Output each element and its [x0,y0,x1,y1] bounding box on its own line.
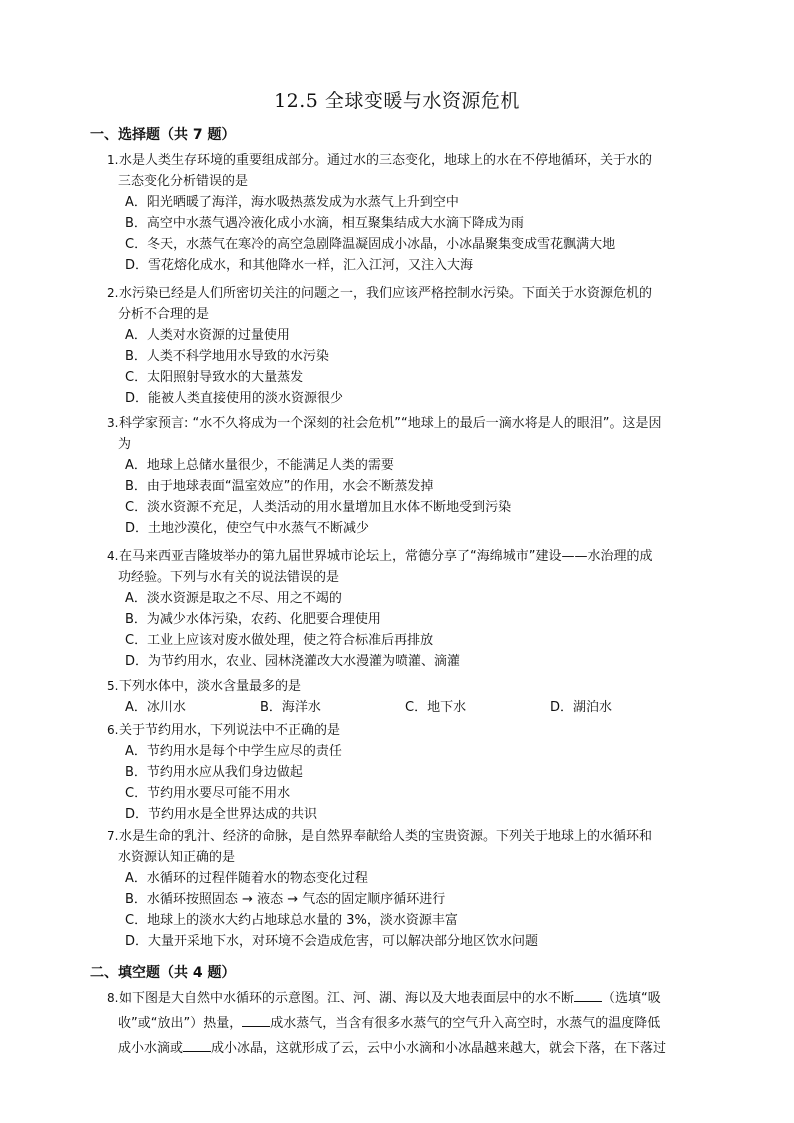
fill-text-line2: 收”或“放出”）热量， [118,1016,243,1031]
question-stem: 在马来西亚吉隆坡举办的第九届世界城市论坛上，常德分享了“海绵城市”建设——水治理的成 [119,549,653,564]
option-c: C．太阳照射导致水的大量蒸发 [125,370,304,385]
option-b: B．由于地球表面“温室效应”的作用，水会不断蒸发掉 [125,479,434,494]
option-a: A．冰川水 [125,700,186,715]
option-a: A．地球上总储水量很少，不能满足人类的需要 [125,458,394,473]
fill-text-line3: 成小水滴或 [118,1041,184,1056]
option-a: A．水循环的过程伴随着水的物态变化过程 [125,871,368,886]
question-2 [107,283,707,409]
option-d: D．湖泊水 [550,700,613,715]
question-stem-continued: 功经验。下列与水有关的说法错误的是 [118,570,340,585]
question-number: 8. [107,991,119,1005]
answer-blank[interactable] [242,1013,270,1027]
question-stem: 关于节约用水，下列说法中不正确的是 [119,723,341,738]
question-stem-continued: 三态变化分析错误的是 [118,174,249,189]
fill-text-line1-end: （选填“吸 [602,991,661,1006]
option-c: C．地球上的淡水大约占地球总水量的 3%，淡水资源丰富 [125,913,458,928]
option-a: A．阳光晒暖了海洋，海水吸热蒸发成为水蒸气上升到空中 [125,195,459,210]
question-stem: 水是人类生存环境的重要组成部分。通过水的三态变化，地球上的水在不停地循环，关于水的 [119,153,653,168]
option-c: C．淡水资源不充足，人类活动的用水量增加且水体不断地受到污染 [125,500,512,515]
page-title: 12.5 全球变暖与水资源危机 [274,90,520,112]
option-a: A．人类对水资源的过量使用 [125,328,290,343]
option-b: B．高空中水蒸气遇冷液化成小水滴，相互聚集结成大水滴下降成为雨 [125,216,524,231]
fill-text-line1: 如下图是大自然中水循环的示意图。江、河、湖、海以及大地表面层中的水不断 [119,991,575,1006]
fill-text-line3-end: 成小冰晶，这就形成了云，云中小水滴和小冰晶越来越大，就会下落，在下落过 [211,1041,667,1056]
option-c: C．工业上应该对废水做处理，使之符合标准后再排放 [125,633,434,648]
question-number: 1. [107,153,119,167]
question-stem-continued: 为 [118,437,132,452]
option-c: C．地下水 [405,700,467,715]
answer-blank[interactable] [574,988,602,1002]
option-c: C．节约用水要尽可能不用水 [125,786,291,801]
option-a: A．节约用水是每个中学生应尽的责任 [125,744,342,759]
question-number: 3. [107,416,119,430]
option-b: B．为减少水体污染，农药、化肥要合理使用 [125,612,381,627]
option-b: B．节约用水应从我们身边做起 [125,765,303,780]
question-number: 5. [107,679,119,693]
question-5 [107,676,707,718]
option-b: B．人类不科学地用水导致的水污染 [125,349,329,364]
option-a: A．淡水资源是取之不尽、用之不竭的 [125,591,342,606]
answer-blank[interactable] [183,1038,211,1052]
question-number: 4. [107,549,119,563]
fill-text-line2-end: 成水蒸气，当含有很多水蒸气的空气升入高空时，水蒸气的温度降低 [270,1016,661,1031]
question-stem-continued: 分析不合理的是 [118,307,210,322]
question-number: 7. [107,829,119,843]
option-b: B．水循环按照固态 → 液态 → 气态的固定顺序循环进行 [125,892,446,907]
section-heading-multiple-choice: 一、选择题（共 7 题） [90,127,236,143]
question-stem: 水是生命的乳汁、经济的命脉，是自然界奉献给人类的宝贵资源。下列关于地球上的水循环和 [119,829,653,844]
question-7 [107,826,707,952]
question-1 [107,150,707,276]
option-d: D．大量开采地下水，对环境不会造成危害，可以解决部分地区饮水问题 [125,934,539,949]
option-b: B．海洋水 [260,700,321,715]
option-c: C．冬天，水蒸气在寒冷的高空急剧降温凝固成小冰晶，小冰晶聚集变成雪花飘满大地 [125,237,616,252]
question-8 [107,986,707,1061]
option-d: D．土地沙漠化，使空气中水蒸气不断减少 [125,521,370,536]
question-stem-continued: 水资源认知正确的是 [118,850,236,865]
option-d: D．雪花熔化成水，和其他降水一样，汇入江河，又注入大海 [125,258,474,273]
section-heading-fill-in: 二、填空题（共 4 题） [90,965,236,981]
question-stem: 下列水体中，淡水含量最多的是 [119,679,302,694]
question-stem: 水污染已经是人们所密切关注的问题之一，我们应该严格控制水污染。下面关于水资源危机的 [119,286,653,301]
question-stem: 科学家预言: “水不久将成为一个深刻的社会危机”“地球上的最后一滴水将是人的眼泪”。这是因 [119,416,662,431]
question-4 [107,546,707,672]
option-d: D．为节约用水，农业、园林浇灌改大水漫灌为喷灌、滴灌 [125,654,461,669]
question-3 [107,413,707,539]
question-number: 2. [107,286,119,300]
option-d: D．节约用水是全世界达成的共识 [125,807,318,822]
question-number: 6. [107,723,119,737]
option-d: D．能被人类直接使用的淡水资源很少 [125,391,344,406]
question-6 [107,720,707,825]
